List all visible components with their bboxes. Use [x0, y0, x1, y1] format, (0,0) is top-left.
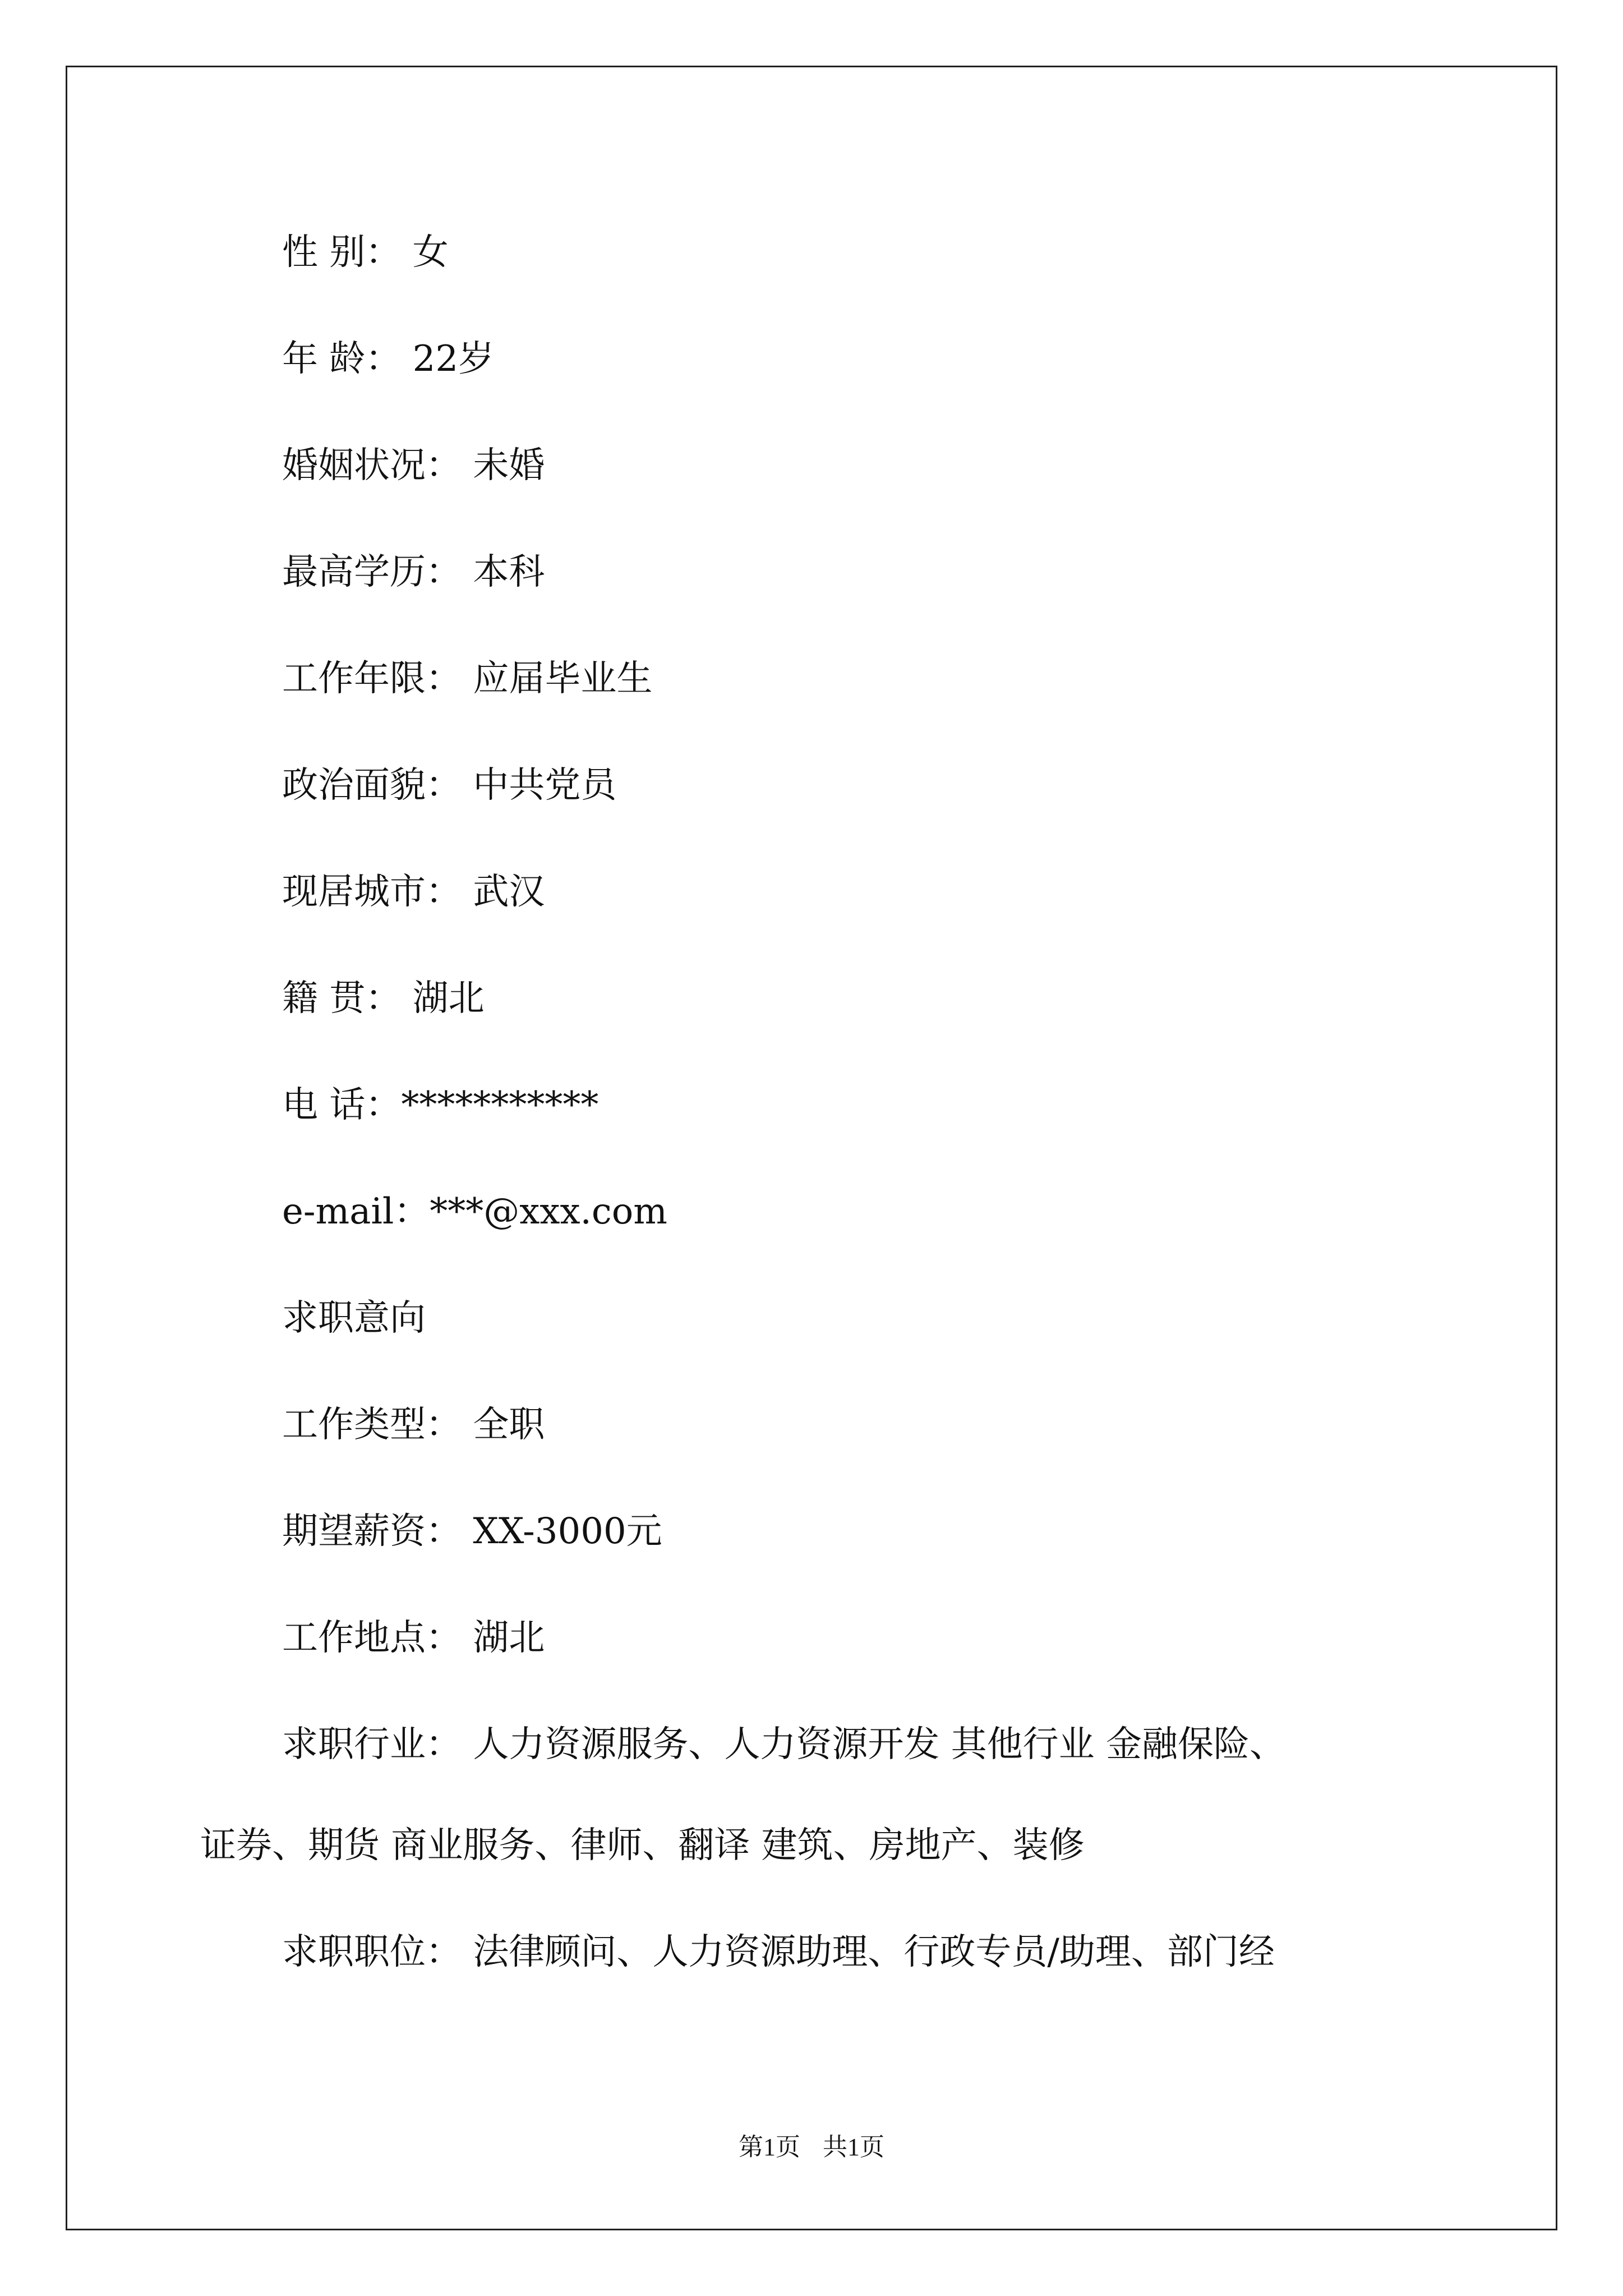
gender-line: 性 别： 女 [282, 232, 449, 273]
hometown-line: 籍 贯： 湖北 [282, 978, 485, 1019]
position-line: 求职职位： 法律顾问、人力资源助理、行政专员/助理、部门经 [282, 1931, 1275, 1973]
expected-salary-line: 期望薪资： XX-3000元 [282, 1511, 662, 1552]
page-total: 共1页 [823, 2133, 884, 2161]
job-type-line: 工作类型： 全职 [282, 1404, 545, 1446]
job-intention-heading: 求职意向 [282, 1297, 426, 1339]
education-line: 最高学历： 本科 [282, 551, 545, 593]
marital-status-line: 婚姻状况： 未婚 [282, 445, 545, 486]
page-border [66, 66, 1557, 2230]
page-number: 第1页 [739, 2133, 800, 2161]
industry-line: 求职行业： 人力资源服务、人力资源开发 其他行业 金融保险、 [282, 1724, 1286, 1765]
political-status-line: 政治面貌： 中共党员 [282, 765, 617, 806]
current-city-line: 现居城市： 武汉 [282, 871, 545, 913]
phone-line: 电 话：*********** [282, 1084, 599, 1126]
age-line: 年 龄： 22岁 [282, 338, 495, 380]
work-location-line: 工作地点： 湖北 [282, 1617, 545, 1659]
industry-line-continued: 证券、期货 商业服务、律师、翻译 建筑、房地产、装修 [200, 1825, 1085, 1866]
page-footer [0, 2132, 1623, 2163]
email-line: e-mail：***@xxx.com [282, 1191, 667, 1232]
work-years-line: 工作年限： 应届毕业生 [282, 658, 653, 700]
